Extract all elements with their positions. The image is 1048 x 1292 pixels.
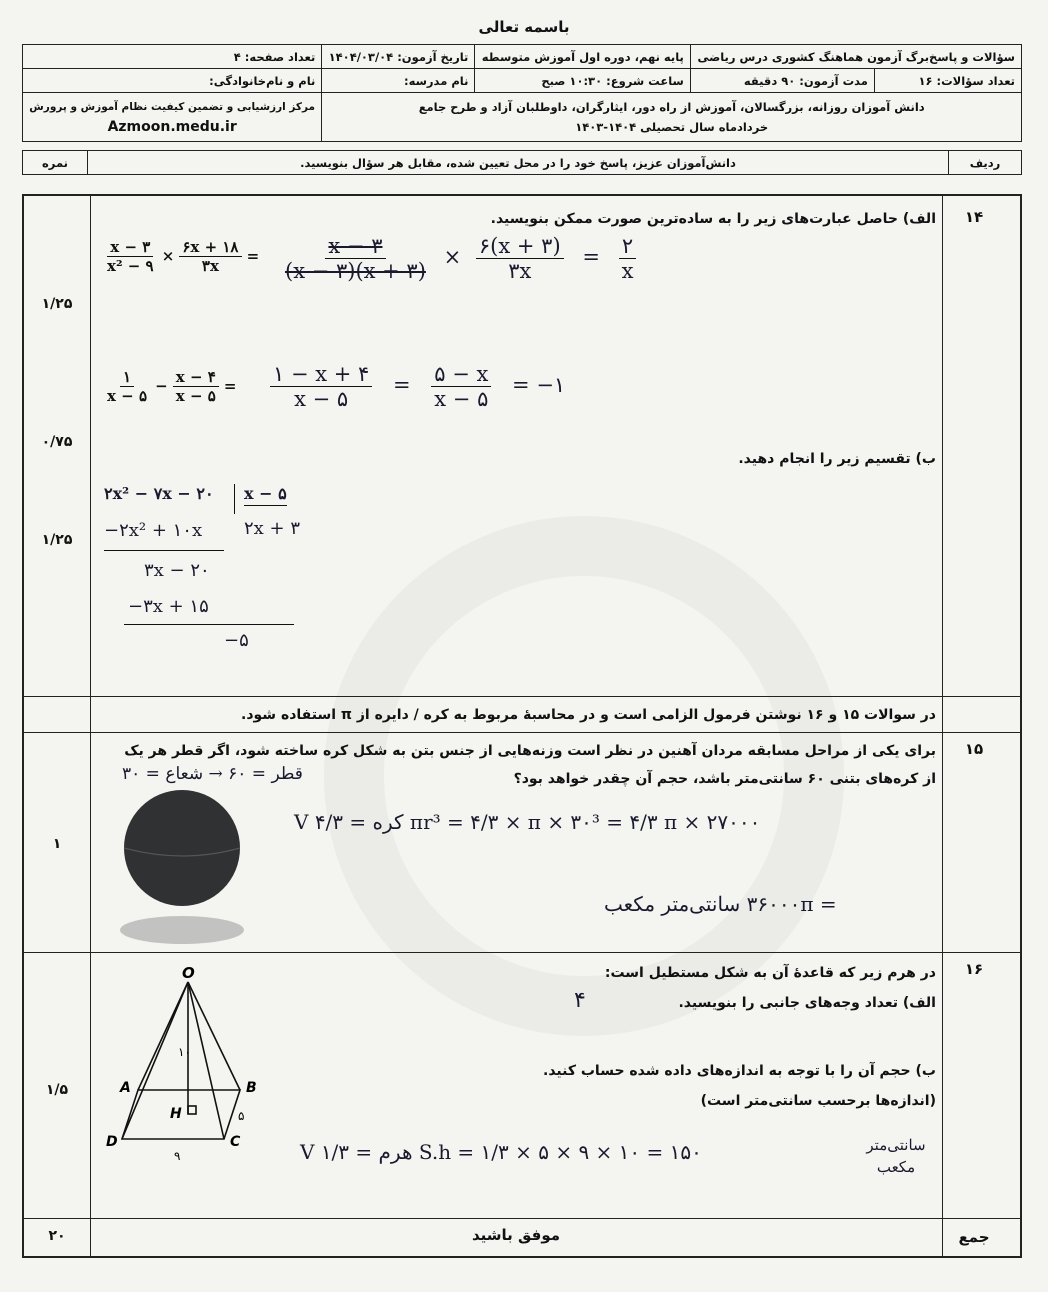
students-cell — [322, 93, 1022, 142]
denominator: x − ۵ — [294, 387, 349, 411]
denominator: x — [621, 259, 634, 283]
date-cell: تاریخ آزمون: ۱۴۰۴/۰۳/۰۴ — [322, 45, 475, 69]
label-A: A — [120, 1080, 131, 1096]
q16-part-a: الف) تعداد وجه‌های جانبی را بنویسید. — [678, 995, 936, 1011]
label-D: D — [106, 1134, 118, 1150]
sphere-image — [110, 790, 260, 960]
sum-label: جمع — [958, 1228, 990, 1246]
session-text: خردادماه سال تحصیلی ۱۴۰۴-۱۴۰۳ — [575, 120, 769, 134]
label-B: B — [246, 1080, 257, 1096]
number-column-divider — [942, 196, 943, 1256]
score-q14-a2: ۰/۷۵ — [41, 434, 73, 450]
q15-diameter-note: قطر = ۶۰ → شعاع = ۳۰ — [122, 764, 303, 784]
divider — [24, 1218, 1020, 1219]
dividend: ۲x² − ۷x − ۲۰ — [104, 484, 214, 503]
denominator: ۳x — [508, 259, 532, 283]
q14-part-a: الف) حاصل عبارت‌های زیر را به ساده‌ترین صورت ممکن بنویسید. — [490, 211, 936, 227]
pages-cell: تعداد صفحه: ۴ — [23, 45, 322, 69]
numerator: ۶x + ۱۸ — [179, 238, 241, 257]
q14-handwritten-answer-1: $\frac{x - ۳}{(x - ۳)(x + ۳)}$ × $\frac{۶(x + ۳)}{۳x}$ = $\frac{۲}{x}$ — [282, 234, 636, 283]
numerator: ۱ − x + ۴ — [270, 362, 372, 387]
score-q14-a1: ۱/۲۵ — [41, 296, 73, 312]
length-label: ۹ — [174, 1149, 181, 1163]
exam-header-table — [22, 44, 1022, 142]
pyramid-figure — [98, 964, 288, 1164]
divider — [124, 624, 294, 625]
score-column-divider — [90, 196, 91, 1256]
subject-cell: سؤالات و پاسخ‌برگ آزمون هماهنگ کشوری درس ریاضی — [690, 45, 1021, 69]
divider — [104, 550, 224, 551]
denominator: x² − ۹ — [107, 257, 154, 275]
numerator: ۱ — [120, 368, 134, 387]
remainder-2: −۵ — [224, 630, 249, 651]
formula-note: در سوالات ۱۵ و ۱۶ نوشتن فرمول الزامی است و در محاسبهٔ مربوط به کره / دایره از π استفاده شود. — [241, 707, 936, 723]
q16-units: (اندازه‌ها برحسب سانتی‌متر است) — [700, 1093, 936, 1109]
denominator: ۳x — [201, 257, 219, 275]
q16-answer-a: ۴ — [574, 988, 586, 1013]
row-label: ردیف — [949, 151, 1022, 175]
q16-volume-work: V هرم = ۱/۳ S.h = ۱/۳ × ۵ × ۹ × ۱۰ = ۱۵۰ — [300, 1140, 702, 1164]
denominator: x − ۵ — [434, 387, 489, 411]
q15-result: = ۳۶۰۰۰π سانتی‌متر مکعب — [604, 892, 837, 916]
question-number: ۱۴ — [964, 208, 984, 226]
score-q15: ۱ — [52, 836, 62, 852]
instruction-row — [22, 150, 1022, 175]
q14-expression-2: $\frac{۱}{x - ۵}$ − $\frac{x - ۴}{x - ۵}$ = — [104, 368, 236, 405]
q16-intro: در هرم زیر که قاعدهٔ آن به شکل مستطیل است: — [604, 965, 936, 981]
students-text: دانش آموزان روزانه، بزرگسالان، آموزش از راه دور، ایثارگران، داوطلبان آزاد و طرح جامع — [418, 100, 925, 114]
denominator: (x − ۳)(x + ۳) — [285, 259, 426, 283]
q15-text-1: برای یکی از مراحل مسابقه مردان آهنین در نظر است وزنه‌هایی از جنس بتن به شکل کره ساخته شود، اگر قطر هر یک — [124, 743, 936, 759]
quotient: ۲x + ۳ — [244, 518, 301, 539]
step-2: −۳x + ۱۵ — [128, 596, 209, 617]
site-text: Azmoon.medu.ir — [107, 119, 237, 135]
school-name-cell: نام مدرسه: — [322, 69, 475, 93]
step-1: −۲x² + ۱۰x — [104, 520, 203, 541]
page-title: باسمه تعالی — [478, 18, 570, 36]
result: = −۱ — [512, 373, 566, 397]
label-H: H — [170, 1106, 182, 1122]
grade-cell: پایه نهم، دوره اول آموزش متوسطه — [475, 45, 690, 69]
start-time-cell: ساعت شروع: ۱۰:۳۰ صبح — [475, 69, 690, 93]
question-number: ۱۵ — [964, 740, 984, 758]
numerator: ۲ — [619, 234, 636, 259]
questions-count-cell: تعداد سؤالات: ۱۶ — [874, 69, 1021, 93]
label-C: C — [230, 1134, 241, 1150]
divider — [24, 732, 1020, 733]
q15-text-2: از کره‌های بتنی ۶۰ سانتی‌متر باشد، حجم آن چقدر خواهد بود؟ — [513, 771, 936, 787]
q14-expression-1: $\frac{x - ۳}{\text{x² − ۹}}$ × $\frac{۶x + ۱۸}{۳x}$ = — [104, 238, 259, 275]
q15-volume-work: V کره = ۴/۳ πr³ = ۴/۳ × π × ۳۰³ = ۴/۳ π × ۲۷۰۰۰ — [294, 810, 761, 834]
height-label: ۱۰ — [178, 1045, 191, 1059]
question-number: ۱۶ — [964, 960, 984, 978]
center-cell — [23, 93, 322, 142]
instruction-text: دانش‌آموزان عزیز، پاسخ خود را در محل تعیین شده، مقابل هر سؤال بنویسید. — [88, 151, 949, 175]
q16-unit: سانتی‌متر مکعب — [866, 1136, 926, 1176]
divider — [234, 484, 235, 514]
numerator: ۵ − x — [431, 362, 491, 387]
remainder-1: ۳x − ۲۰ — [144, 560, 210, 581]
label-O: O — [182, 964, 195, 982]
good-luck-text: موفق باشید — [471, 1226, 561, 1244]
width-label: ۵ — [238, 1109, 245, 1123]
numerator: x − ۳ — [325, 234, 385, 259]
duration-cell: مدت آزمون: ۹۰ دقیقه — [690, 69, 874, 93]
divider — [24, 696, 1020, 697]
q14-part-b: ب) تقسیم زیر را انجام دهید. — [738, 451, 936, 467]
score-q14-b: ۱/۲۵ — [41, 532, 73, 548]
denominator: x − ۵ — [175, 387, 216, 405]
q14-handwritten-answer-2: $\frac{۱ - x + ۴}{x - ۵}$ = $\frac{۵ - x}{x - ۵}$ = −۱ — [270, 362, 565, 411]
score-q16: ۱/۵ — [45, 1082, 69, 1098]
center-text: مرکز ارزشیابی و تضمین کیفیت نظام آموزش و پرورش — [29, 101, 316, 113]
divisor: x − ۵ — [244, 484, 287, 506]
q16-part-b: ب) حجم آن را با توجه به اندازه‌های داده شده حساب کنید. — [543, 1063, 936, 1079]
q14-long-division — [104, 484, 324, 664]
numerator: ۶(x + ۳) — [476, 234, 564, 259]
denominator: x − ۵ — [107, 387, 148, 405]
numerator: x − ۳ — [107, 238, 153, 257]
numerator: x − ۴ — [173, 368, 219, 387]
score-label: نمره — [23, 151, 88, 175]
total-score: ۲۰ — [48, 1228, 66, 1244]
student-name-cell: نام و نام‌خانوادگی: — [23, 69, 322, 93]
answer-sheet — [22, 194, 1022, 1258]
